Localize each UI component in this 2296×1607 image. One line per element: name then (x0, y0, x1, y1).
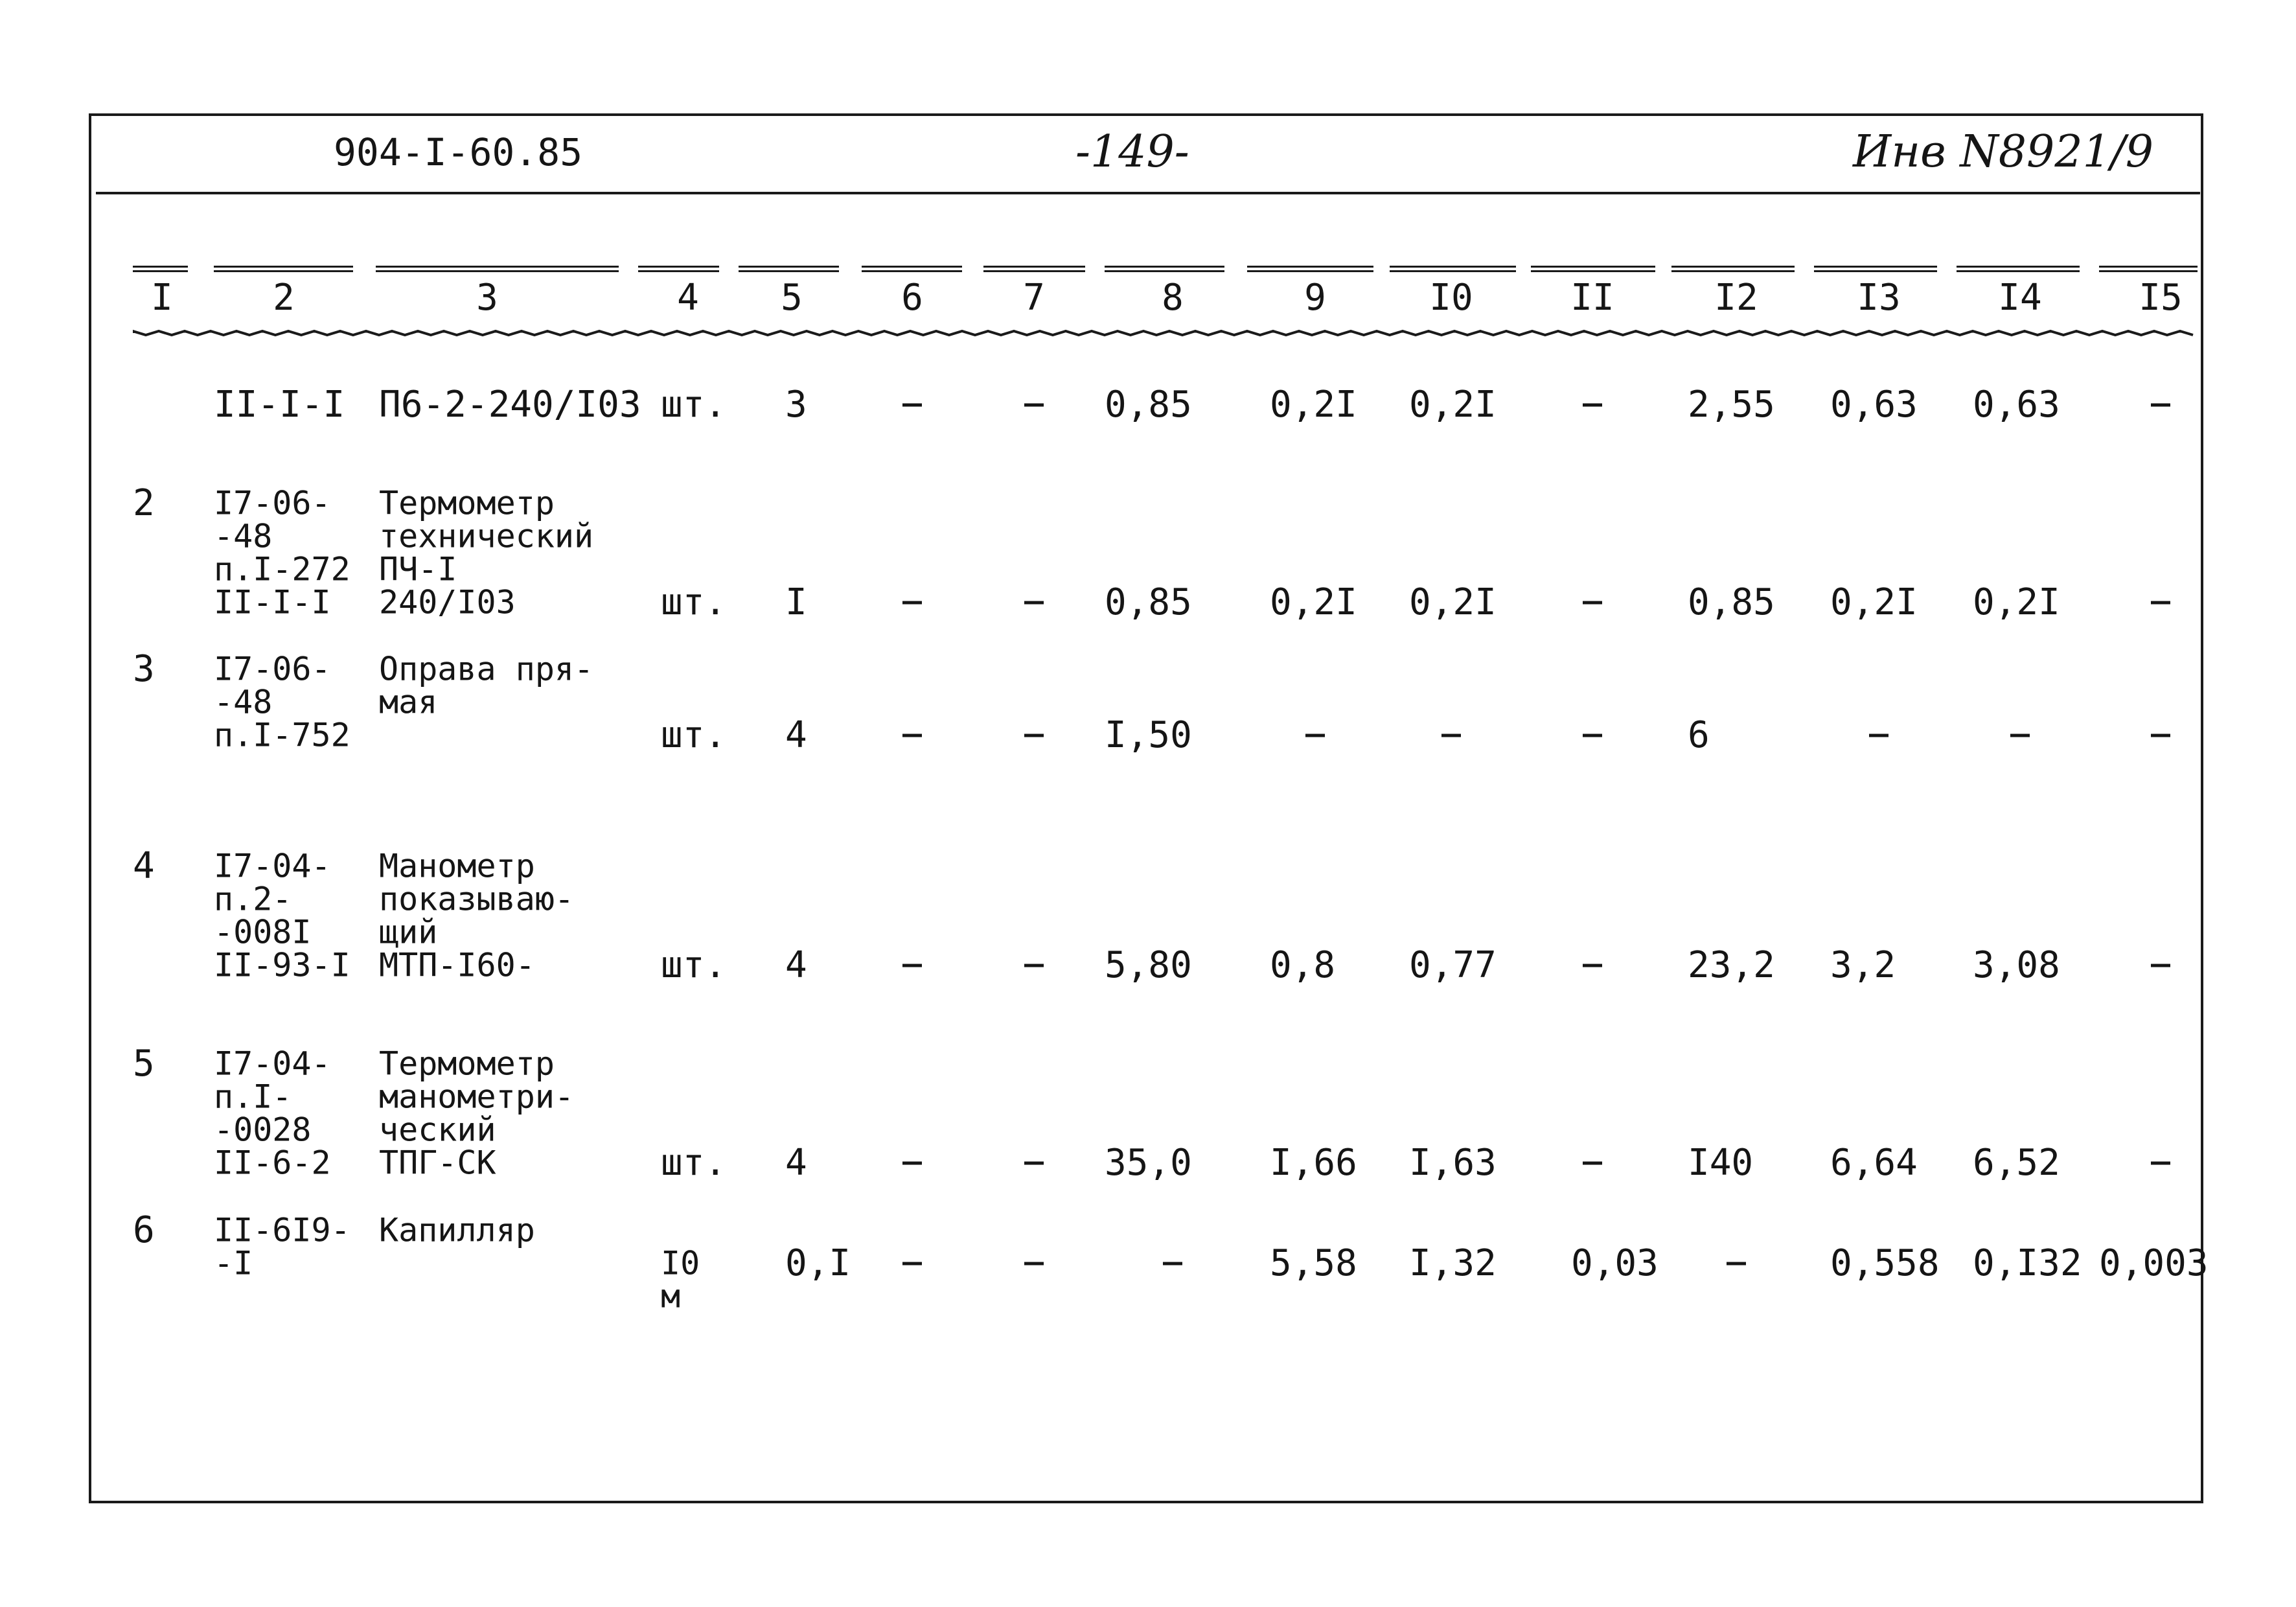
column-number-8: 8 (1162, 277, 1184, 319)
column-number-rule-segment (739, 266, 839, 272)
norm-code-line: -008I (214, 913, 312, 951)
empty-value-dash (1583, 964, 1602, 967)
empty-value-dash (902, 601, 922, 605)
norm-code-line: I7-06- (214, 484, 331, 522)
item-name-line: щий (379, 913, 438, 951)
column-number-9: 9 (1304, 277, 1326, 319)
norm-code-line: II-I-I (214, 583, 331, 621)
value-col-9: 5,58 (1270, 1242, 1357, 1284)
value-col-14: 3,08 (1973, 944, 2060, 986)
unit: шт. (661, 944, 727, 986)
norm-code-line: II-93-I (214, 946, 350, 984)
empty-value-dash (1727, 1262, 1746, 1266)
value-col-13: 0,63 (1830, 384, 1918, 426)
column-number-rule-segment (2099, 266, 2198, 272)
norm-code-line: -I (214, 1244, 253, 1282)
column-number-13: I3 (1857, 277, 1901, 319)
value-col-12: 2,55 (1688, 384, 1775, 426)
item-name-line: ПЧ-I (379, 550, 457, 588)
column-number-rule-segment (133, 266, 188, 272)
norm-code-line: II-6-2 (214, 1144, 331, 1182)
column-number-rule-segment (862, 266, 962, 272)
item-name-line: ТПГ-СК (379, 1144, 496, 1182)
value-col-8: 0,85 (1105, 581, 1192, 623)
value-col-14: 0,2I (1973, 581, 2060, 623)
row-number: 3 (133, 648, 155, 690)
item-name-line: ческий (379, 1111, 496, 1149)
value-col-14: 0,I32 (1973, 1242, 2082, 1284)
value-col-13: 0,2I (1830, 581, 1918, 623)
norm-code-line: II-6I9- (214, 1211, 350, 1249)
column-number-15: I5 (2139, 277, 2183, 319)
column-number-rule-segment (214, 266, 353, 272)
column-number-5: 5 (781, 277, 803, 319)
norm-code-line: II-I-I (214, 384, 345, 426)
empty-value-dash (1024, 1162, 1044, 1165)
document-code: 904-I-60.85 (334, 130, 583, 174)
item-name-line: Термометр (379, 484, 555, 522)
empty-value-dash (1869, 734, 1888, 737)
unit: шт. (661, 714, 727, 756)
value-col-13: 3,2 (1830, 944, 1896, 986)
column-number-rule-segment (376, 266, 619, 272)
value-col-12: 23,2 (1688, 944, 1775, 986)
value-col-9: 0,8 (1270, 944, 1336, 986)
row-number: 4 (133, 845, 155, 887)
row-number: 6 (133, 1209, 155, 1251)
empty-value-dash (2151, 1162, 2170, 1165)
empty-value-dash (1441, 734, 1461, 737)
column-number-12: I2 (1714, 277, 1758, 319)
value-col-8: 35,0 (1105, 1142, 1192, 1184)
value-col-12: I40 (1688, 1142, 1754, 1184)
norm-code-line: -48 (214, 517, 273, 555)
column-number-rule-segment (1105, 266, 1224, 272)
empty-value-dash (1305, 734, 1325, 737)
value-col-5: I (785, 581, 807, 623)
item-name-line: П6-2-240/I03 (379, 384, 641, 426)
inventory-number: Инв N8921/9 (1853, 126, 2154, 178)
item-name-line: 240/I03 (379, 583, 516, 621)
value-col-13: 0,558 (1830, 1242, 1940, 1284)
norm-code-line: -48 (214, 683, 273, 721)
empty-value-dash (902, 1162, 922, 1165)
item-name-line: Манометр (379, 847, 535, 885)
column-number-bottom-rule (133, 329, 2196, 338)
column-number-11: II (1570, 277, 1614, 319)
item-name-line: Оправа пря- (379, 650, 594, 688)
value-col-5: 3 (785, 384, 807, 426)
value-col-9: I,66 (1270, 1142, 1357, 1184)
unit: шт. (661, 1142, 727, 1184)
empty-value-dash (1583, 404, 1602, 407)
item-name-line: мая (379, 683, 438, 721)
value-col-10: 0,2I (1409, 581, 1497, 623)
column-number-rule-segment (1390, 266, 1516, 272)
value-col-5: 4 (785, 714, 807, 756)
value-col-13: 6,64 (1830, 1142, 1918, 1184)
empty-value-dash (1583, 1162, 1602, 1165)
value-col-5: 4 (785, 1142, 807, 1184)
unit: шт. (661, 384, 727, 426)
column-number-1: I (151, 277, 173, 319)
column-number-10: I0 (1429, 277, 1473, 319)
value-col-14: 0,63 (1973, 384, 2060, 426)
column-number-3: 3 (476, 277, 498, 319)
value-col-14: 6,52 (1973, 1142, 2060, 1184)
column-number-rule-segment (1957, 266, 2080, 272)
empty-value-dash (2151, 964, 2170, 967)
unit: м (661, 1277, 681, 1315)
empty-value-dash (902, 1262, 922, 1266)
empty-value-dash (1024, 601, 1044, 605)
unit: I0 (661, 1244, 700, 1282)
value-col-9: 0,2I (1270, 384, 1357, 426)
item-name-line: Капилляр (379, 1211, 535, 1249)
column-number-2: 2 (273, 277, 295, 319)
value-col-11: 0,03 (1571, 1242, 1659, 1284)
norm-code-line: п.2- (214, 880, 292, 918)
column-number-14: I4 (1998, 277, 2042, 319)
value-col-9: 0,2I (1270, 581, 1357, 623)
empty-value-dash (1024, 734, 1044, 737)
column-number-rule-segment (983, 266, 1085, 272)
empty-value-dash (1024, 1262, 1044, 1266)
value-col-10: I,32 (1409, 1242, 1497, 1284)
empty-value-dash (902, 964, 922, 967)
empty-value-dash (2010, 734, 2030, 737)
item-name-line: манометри- (379, 1078, 575, 1116)
item-name-line: МТП-I60- (379, 946, 535, 984)
empty-value-dash (1583, 734, 1602, 737)
norm-code-line: п.I-752 (214, 716, 350, 754)
column-number-4: 4 (677, 277, 699, 319)
page-frame (89, 113, 2203, 1503)
value-col-8: 0,85 (1105, 384, 1192, 426)
value-col-15: 0,003 (2099, 1242, 2209, 1284)
norm-code-line: п.I- (214, 1078, 292, 1116)
column-number-6: 6 (901, 277, 923, 319)
empty-value-dash (2151, 601, 2170, 605)
item-name-line: Термометр (379, 1045, 555, 1083)
empty-value-dash (902, 404, 922, 407)
row-number: 5 (133, 1043, 155, 1085)
value-col-5: 0,I (785, 1242, 851, 1284)
empty-value-dash (1024, 964, 1044, 967)
empty-value-dash (2151, 404, 2170, 407)
page-number: -149- (1075, 126, 1189, 178)
value-col-5: 4 (785, 944, 807, 986)
column-number-7: 7 (1023, 277, 1045, 319)
empty-value-dash (1024, 404, 1044, 407)
item-name-line: показываю- (379, 880, 575, 918)
norm-code-line: п.I-272 (214, 550, 350, 588)
column-number-rule-segment (1247, 266, 1373, 272)
value-col-8: 5,80 (1105, 944, 1192, 986)
item-name-line: технический (379, 517, 594, 555)
empty-value-dash (1583, 601, 1602, 605)
empty-value-dash (902, 734, 922, 737)
unit: шт. (661, 581, 727, 623)
empty-value-dash (2151, 734, 2170, 737)
norm-code-line: I7-04- (214, 1045, 331, 1083)
column-number-rule-segment (1814, 266, 1937, 272)
norm-code-line: I7-06- (214, 650, 331, 688)
column-number-rule-segment (1531, 266, 1655, 272)
empty-value-dash (1163, 1262, 1182, 1266)
value-col-8: I,50 (1105, 714, 1192, 756)
value-col-10: 0,2I (1409, 384, 1497, 426)
header-rule (96, 192, 2200, 194)
column-number-rule-segment (1671, 266, 1795, 272)
norm-code-line: I7-04- (214, 847, 331, 885)
value-col-12: 6 (1688, 714, 1710, 756)
value-col-10: I,63 (1409, 1142, 1497, 1184)
row-number: 2 (133, 482, 155, 524)
value-col-12: 0,85 (1688, 581, 1775, 623)
column-number-rule-segment (638, 266, 719, 272)
value-col-10: 0,77 (1409, 944, 1497, 986)
norm-code-line: -0028 (214, 1111, 312, 1149)
